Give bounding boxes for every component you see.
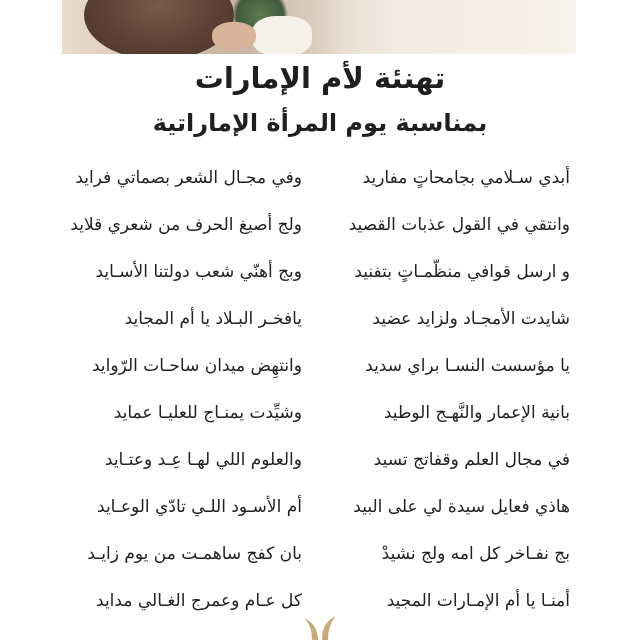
verse-first-half: في مجال العلم وقفاتج تسيد [373, 450, 570, 470]
verse-second-half: والعلوم اللي لهـا عِـد وعتـايد [104, 450, 302, 470]
page-title: تهنئة لأم الإمارات [194, 61, 446, 95]
poem-verse [70, 207, 570, 254]
verse-second-half: أم الأسـود اللـي تادّي الوعـايد [97, 497, 302, 517]
background-wall [316, 0, 576, 54]
verse-second-half: يافخـر البـلاد يا أم المجايد [124, 309, 302, 329]
verse-first-half: شايدت الأمجـاد ولزايد عضيد [372, 309, 570, 329]
verse-first-half: يا مؤسست النسـا براي سديد [365, 356, 570, 376]
verse-second-half: وبج أهنّي شعب دولتنا الأسـايد [95, 262, 302, 282]
verse-first-half: وانتقي في القول عذبات القصيد [348, 215, 570, 235]
verse-second-half: بان كفج ساهمـت من يوم زايـد [87, 544, 302, 564]
verse-second-half: ولج أصيغ الحرف من شعري قلايد [70, 215, 302, 235]
page-subtitle: بمناسبة يوم المرأة الإماراتية [152, 109, 488, 137]
poem-verse [70, 536, 570, 583]
verse-first-half: و ارسل قوافي منظّمـاتٍ بتفنيد [354, 262, 570, 282]
verse-second-half: وشيِّدت يمنـاج للعليـا عمايد [113, 403, 302, 423]
poem-verse [70, 489, 570, 536]
poem-verse [70, 348, 570, 395]
poem-verse [70, 254, 570, 301]
verse-second-half: وفي مجـال الشعر بصماتي فرايد [75, 168, 302, 188]
verse-second-half: وانتهِض ميدان ساحـات الرّوايد [91, 356, 302, 376]
poem-verse [70, 395, 570, 442]
verse-first-half: بج نفـاخر كل امه ولج نشيدْ [381, 544, 570, 564]
verse-first-half: أبدي سـلامي بجامحاتٍ مفاريد [362, 168, 570, 188]
header-photo [62, 0, 576, 54]
poem-verse [70, 442, 570, 489]
verse-first-half: أمنـا يا أم الإمـارات المجيد [386, 591, 570, 611]
poem-verse [70, 301, 570, 348]
verse-first-half: بانية الإعمار والنَّهـج الوطيد [383, 403, 570, 423]
poem-verse [70, 160, 570, 207]
poem [70, 160, 570, 630]
hand [212, 22, 256, 50]
verse-first-half: هاذي فعايل سيدة لي على البيد [353, 497, 570, 517]
verse-second-half: كل عـام وعمرج الغـالي مدايد [96, 591, 302, 611]
gold-ornament-icon [288, 614, 352, 640]
person-shoulder [84, 0, 234, 54]
cushion [252, 16, 312, 54]
